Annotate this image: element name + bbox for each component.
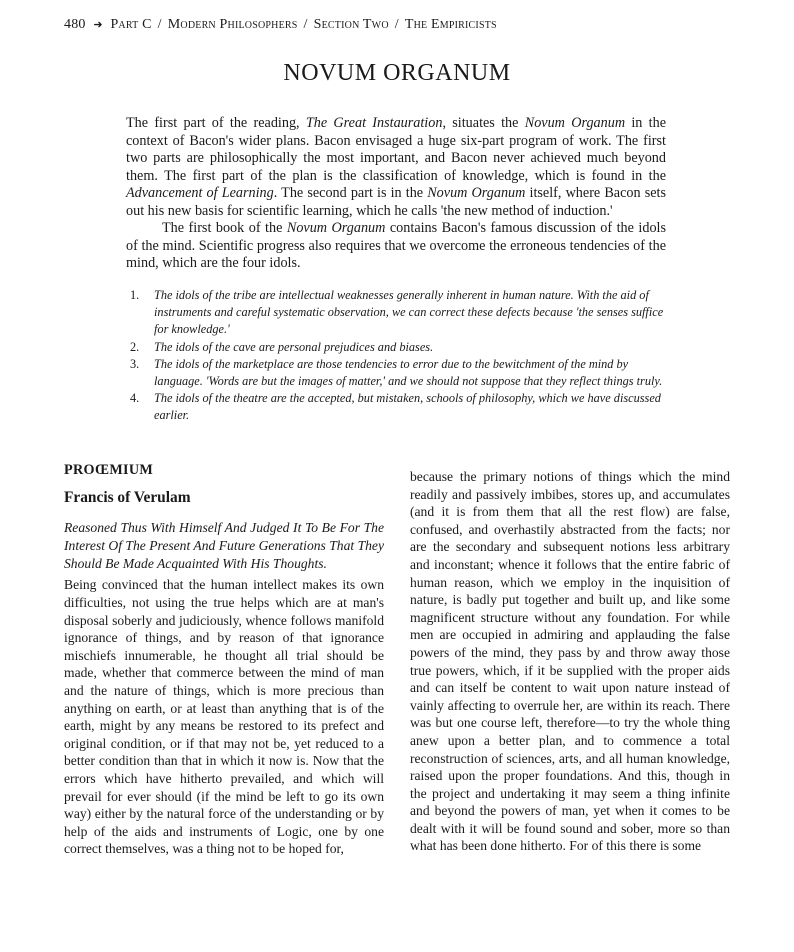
section-group-label: Modern Philosophers: [167, 17, 298, 32]
list-text: The idols of the cave are personal prejudices and biases.: [154, 339, 434, 354]
list-number: 4.: [130, 391, 140, 406]
list-item: [130, 287, 670, 339]
body-text-left: Being convinced that the human intellect makes its own difficulties, not using the true helps which are at man's disposal soberly and judiciously, whence follows manifold ignorance of things, and by reason of that ignorance mischiefs innumerable, he thought all trial should be made, whether that commerce between the mind of man and the nature of things, which is more precious than anything on earth, or at least than anything that is of the earth, might by any means be restored to its prefect and original condition, or if that may not be, yet reduced to a better condition than that in which it now is. Now that the errors which have hitherto prevailed, and which will prevail for ever should (if the mind be left to go its own way) either by the natural force of the understanding or by help of the aids and instruments of Logic, one by one correct themselves, was a thing not to be hoped for,: [64, 577, 384, 857]
section-subtitle: Reasoned Thus With Himself And Judged It To Be For The Interest Of The Present And Future Generations That They Should Be Made Acquainted With His Thoughts.: [64, 520, 384, 571]
arrow-icon: ➜: [93, 19, 103, 31]
page-title: NOVUM ORGANUM: [283, 60, 511, 86]
list-item: [130, 390, 670, 424]
list-number: 2.: [130, 339, 140, 354]
intro: [126, 115, 666, 273]
running-head: 480 ➜ Part C / Modern Philosophers / Section Two / The Empiricists: [64, 17, 497, 32]
body-text-right: because the primary notions of things which the mind readily and passively imbibes, stores up, and accumulates (and it is from them that all the rest flow) are false, confused, and overhastily abstracted from the facts; nor are the secondary and subsequent notions less arbitrary and inconstant; whence it follows that the entire fabric of human reason, which we employ in the inquisition of nature, is badly put together and built up, and like some magnificent structure without any foundation. For while men are occupied in admiring and applauding the false powers of the mind, they pass by and throw away those true powers, which, if it be supplied with the proper aids and can itself be content to wait upon nature instead of vainly affecting to overrule her, are within its reach. There was but one course left, therefore—to try the whole thing anew upon a better plan, and to commence a total reconstruction of sciences, arts, and all human knowledge, raised upon the proper foundations. And this, though in the project and undertaking it may seem a thing infinite and beyond the powers of man, yet when it comes to be dealt with it will be found sound and sober, more so than what has been done hitherto. For of this there is some: [410, 469, 730, 854]
list-number: 3.: [130, 356, 140, 371]
author-heading: Francis of Verulam: [64, 489, 191, 506]
list-item: [130, 356, 670, 390]
right-column: [410, 468, 730, 855]
list-text: The idols of the marketplace are those tendencies to error due to the bewitchment of the mind by language. 'Words are but the images of matter,' and we should not suppose that they reflect things truly.: [154, 356, 663, 389]
part-label: Part C: [110, 17, 152, 32]
section-label: Section Two: [313, 17, 389, 32]
left-column: [64, 462, 384, 858]
idols-list: [130, 287, 670, 425]
list-number: 1.: [130, 288, 140, 302]
intro-paragraph-1: The first part of the reading, The Great Instauration, situates the Novum Organum in the context of Bacon's wider plans. Bacon envisaged a huge six-part program of work. The first two parts are philosophically the most important, and Bacon never achieved much beyond them. The first part of the plan is the classification of knowledge, which is found in the Advancement of Learning. The second part is in the Novum Organum itself, where Bacon sets out his new basis for scientific learning, which he calls 'the new method of induction.': [126, 115, 667, 219]
list-text: The idols of the theatre are the accepted, but mistaken, schools of philosophy, which we have discussed earlier.: [154, 391, 661, 423]
chapter-label: The Empiricists: [404, 17, 497, 32]
section-heading: PROŒMIUM: [64, 462, 154, 478]
list-text: The idols of the tribe are intellectual weaknesses generally inherent in human nature. With the aid of instruments and careful systematic observation, we can correct these defects because 'the senses suffice for knowledge.': [154, 288, 664, 337]
list-item: [130, 339, 670, 356]
intro-paragraph-2: The first book of the Novum Organum contains Bacon's famous discussion of the idols of the mind. Scientific progress also requires that we overcome the erroneous tendencies of the mind, which are the four idols.: [126, 220, 667, 271]
page-number: 480: [64, 17, 86, 32]
